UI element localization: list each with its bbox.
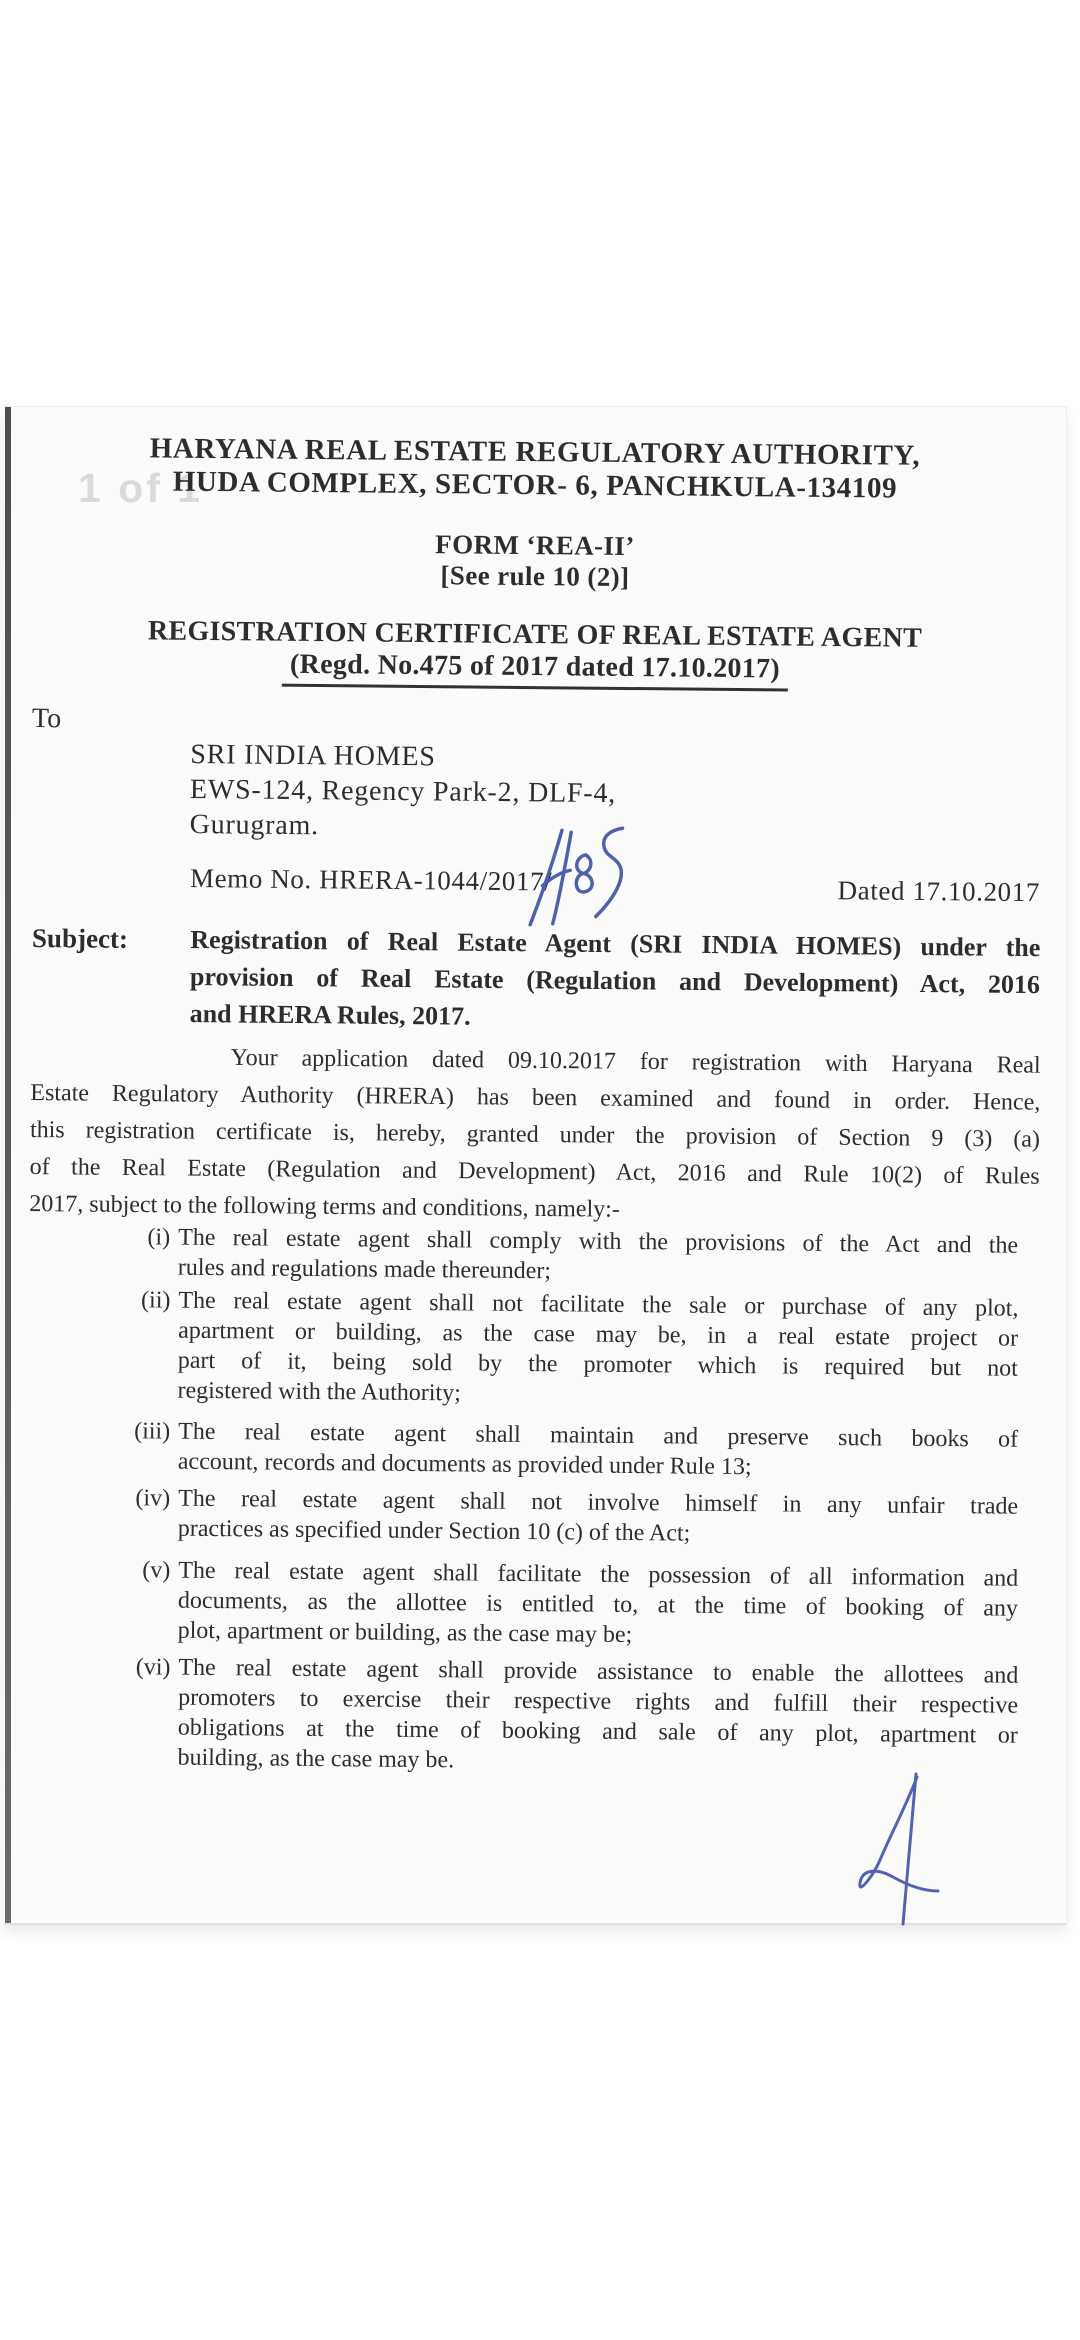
term-item-ii — [3, 1284, 1018, 1414]
body-line: this registration certificate is, hereby, granted under the provision of Section 9 (3) (a) — [29, 1117, 1041, 1153]
term-line: The real estate agent shall provide assistance to enable the allottees and — [178, 1654, 1019, 1689]
term-line: obligations at the time of booking and sale of any plot, apartment or — [177, 1714, 1018, 1749]
form-title: FORM ‘REA-II’ — [435, 529, 635, 562]
body-line: Your application dated 09.10.2017 for registration with Haryana Real — [230, 1044, 1041, 1079]
term-line: The real estate agent shall maintain and preserve such books of — [178, 1418, 1019, 1453]
term-line: The real estate agent shall not facilitate the sale or purchase of any plot, — [178, 1287, 1019, 1322]
subject-block — [189, 921, 1040, 1040]
body-paragraph — [29, 1038, 1041, 1233]
authority-name-line2: HUDA COMPLEX, SECTOR- 6, PANCHKULA-134109 — [172, 465, 898, 505]
dated-label: Dated 17.10.2017 — [837, 875, 1041, 908]
authority-name-line1: HARYANA REAL ESTATE REGULATORY AUTHORITY, — [149, 432, 921, 472]
term-marker: (iii) — [134, 1418, 171, 1445]
term-line: The real estate agent shall comply with the provisions of the Act and the — [178, 1224, 1019, 1259]
memo-number-label: Memo No. HRERA-1044/2017/ — [189, 863, 553, 897]
subject-label: Subject: — [31, 923, 129, 954]
form-rule-reference: [See rule 10 (2)] — [440, 560, 630, 593]
term-line: account, records and documents as provided under Rule 13; — [177, 1448, 752, 1481]
term-line: The real estate agent shall facilitate the possession of all information and — [178, 1557, 1019, 1592]
term-line: plot, apartment or building, as the case may be; — [177, 1617, 633, 1649]
addressee-name: SRI INDIA HOMES — [190, 739, 436, 773]
page-count-watermark: 1 of 1 — [78, 465, 204, 511]
term-item-iii — [4, 1415, 1019, 1485]
term-marker: (iv) — [135, 1485, 171, 1512]
term-item-v — [4, 1554, 1019, 1654]
term-line: practices as specified under Section 10 (c) of the Act; — [177, 1515, 691, 1547]
body-line: Estate Regulatory Authority (HRERA) has been examined and found in order. Hence, — [30, 1080, 1041, 1116]
subject-line: Registration of Real Estate Agent (SRI INDIA HOMES) under the — [190, 925, 1041, 963]
term-line: promoters to exercise their respective rights and fulfill their respective — [178, 1684, 1019, 1719]
registration-number-text: (Regd. No.475 of 2017 dated 17.10.2017) — [282, 649, 788, 692]
term-marker: (vi) — [135, 1654, 171, 1681]
subject-line: provision of Real Estate (Regulation and Development) Act, 2016 — [189, 962, 1041, 1000]
addressee-city: Gurugram. — [189, 808, 320, 842]
document-page — [4, 406, 1067, 1925]
term-line: rules and regulations made thereunder; — [177, 1254, 552, 1285]
term-marker: (v) — [142, 1557, 171, 1584]
handwritten-memo-number — [524, 823, 642, 933]
to-label: To — [31, 703, 62, 735]
term-marker: (ii) — [140, 1287, 171, 1314]
term-marker: (i) — [147, 1224, 171, 1251]
term-line: registered with the Authority; — [177, 1377, 461, 1407]
term-line: documents, as the allottee is entitled to, at the time of booking of any — [177, 1587, 1019, 1622]
term-line: building, as the case may be. — [177, 1744, 455, 1774]
certificate-title: REGISTRATION CERTIFICATE OF REAL ESTATE AGENT — [147, 615, 923, 654]
term-line: apartment or building, as the case may be, in a real estate project or — [178, 1317, 1019, 1352]
term-item-vi — [3, 1651, 1018, 1781]
term-line: part of it, being sold by the promoter which is required but not — [177, 1347, 1018, 1382]
body-line: 2017, subject to the following terms and conditions, namely:- — [29, 1190, 620, 1223]
body-line: of the Real Estate (Regulation and Development) Act, 2016 and Rule 10(2) of Rules — [29, 1153, 1040, 1190]
term-item-iv — [4, 1482, 1019, 1552]
subject-line: and HRERA Rules, 2017. — [189, 998, 471, 1031]
term-line: The real estate agent shall not involve himself in any unfair trade — [178, 1485, 1019, 1520]
term-item-i — [4, 1221, 1019, 1291]
handwritten-signature — [830, 1764, 952, 1929]
addressee-street: EWS-124, Regency Park-2, DLF-4, — [189, 774, 617, 810]
